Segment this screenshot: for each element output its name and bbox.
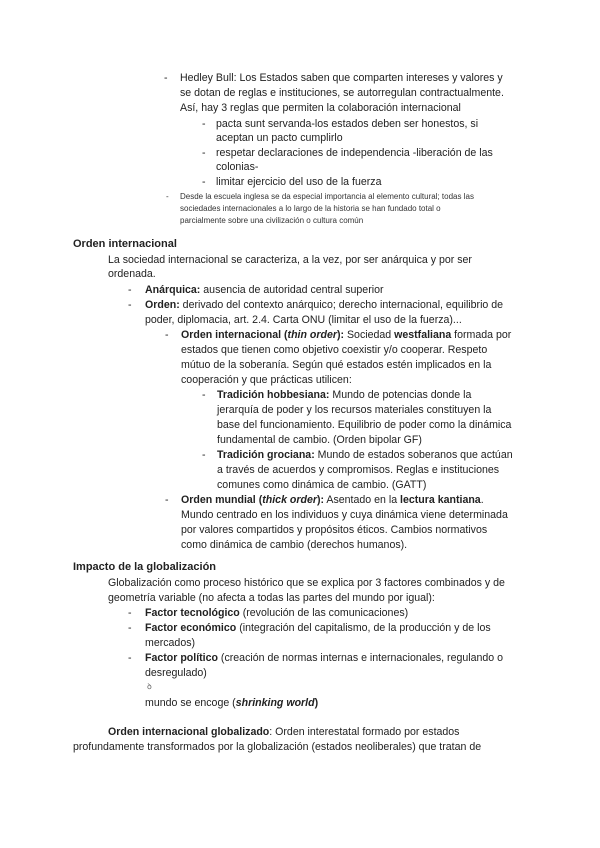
orden-intro-line-1: La sociedad internacional se caracteriza, a la vez, por ser anárquica y por ser	[108, 254, 472, 266]
oi-text: Sociedad	[344, 329, 395, 341]
om-text: Asentado en la	[324, 494, 401, 506]
oi-line-1: estados que tienen como objetivo coexistir y/o cooperar. Respeto	[181, 344, 488, 356]
arrow-icon: ꝺ	[147, 682, 152, 691]
oig-label: Orden internacional globalizado	[108, 726, 270, 738]
rule-2-line-2: colonias-	[216, 161, 259, 173]
list-dash: -	[164, 72, 168, 84]
factor-politico	[145, 651, 503, 666]
oi-label-em: thin order	[287, 329, 337, 341]
om-line-2: por valores compartidos y propósitos éticos. Cambios normativos	[181, 524, 488, 536]
anarquica-item	[145, 283, 384, 298]
oi-line-2: mútuo de la soberanía. Según qué estados estén implicados en la	[181, 359, 492, 371]
factor-economico-line-2: mercados)	[145, 637, 196, 649]
list-dash: -	[166, 192, 169, 201]
bull-line-1: Hedley Bull: Los Estados saben que comparten intereses y valores y	[180, 72, 503, 84]
list-dash: -	[202, 118, 206, 130]
factor-politico-line-2: desregulado)	[145, 667, 207, 679]
oi-label-end: ):	[336, 329, 345, 341]
bull-line-2: se dotan de reglas e instituciones, se autorregulan contractualmente.	[180, 87, 504, 99]
orden-line-2: poder, diplomacia, art. 2.4. Carta ONU (limitar el uso de la fuerza)...	[145, 314, 462, 326]
heading-impacto-globalizacion: Impacto de la globalización	[73, 561, 217, 573]
list-dash: -	[165, 329, 169, 341]
grocio-line-1: a través de acuerdos y compromisos. Reglas e instituciones	[217, 464, 500, 476]
factor-politico-label: Factor político	[145, 652, 218, 664]
rule-3-line-1: limitar ejercicio del uso de la fuerza	[216, 176, 382, 188]
factor-tecnologico-text: (revolución de las comunicaciones)	[239, 607, 409, 619]
list-dash: -	[202, 449, 206, 461]
orden-intro-line-2: ordenada.	[108, 268, 156, 280]
list-dash: -	[128, 607, 132, 619]
anarquica-text: ausencia de autoridad central superior	[200, 284, 384, 296]
hobbes-label: Tradición hobbesiana:	[217, 389, 330, 401]
list-dash: -	[202, 147, 206, 159]
list-dash: -	[128, 299, 132, 311]
list-dash: -	[165, 494, 169, 506]
hobbes-line-2: base del funcionamiento. Equilibrio de poder como la dinámica	[217, 419, 512, 431]
list-dash: -	[128, 652, 132, 664]
mundo-encoge	[145, 696, 318, 711]
factor-tecnologico	[145, 606, 408, 621]
factor-tecnologico-label: Factor tecnológico	[145, 607, 240, 619]
factor-economico	[145, 621, 491, 636]
mundo-em: shrinking world	[235, 697, 315, 709]
hobbes-text: Mundo de potencias donde la	[329, 389, 472, 401]
om-label: Orden mundial (	[181, 494, 263, 506]
mundo-text: mundo se encoge (	[145, 697, 236, 709]
escuela-line-3: parcialmente sobre una civilización o cultura común	[180, 216, 364, 225]
grocio-text: Mundo de estados soberanos que actúan	[314, 449, 513, 461]
grocio-label: Tradición grociana:	[217, 449, 315, 461]
anarquica-label: Anárquica:	[145, 284, 201, 296]
list-dash: -	[128, 622, 132, 634]
oig-line-2: profundamente transformados por la globalización (estados neoliberales) que tratan de	[73, 741, 482, 753]
hobbes-item	[217, 388, 471, 403]
orden-text: derivado del contexto anárquico; derecho internacional, equilibrio de	[179, 299, 504, 311]
list-dash: -	[202, 389, 206, 401]
glob-intro-line-2: geometría variable (no afecta a todas las partes del mundo por igual):	[108, 592, 435, 604]
oig-line-1	[108, 725, 459, 740]
orden-label: Orden:	[145, 299, 180, 311]
rule-2-line-1: respetar declaraciones de independencia -liberación de las	[216, 147, 493, 159]
om-line-1: Mundo centrado en los individuos y cuya dinámica viene determinada	[181, 509, 508, 521]
heading-orden-internacional: Orden internacional	[73, 238, 177, 250]
escuela-line-2: sociedades internacionales a lo largo de la historia se han fundado total o	[180, 204, 441, 213]
oig-text: : Orden interestatal formado por estados	[269, 726, 460, 738]
mundo-end: )	[314, 697, 319, 709]
om-label-end: ):	[316, 494, 325, 506]
rule-1-line-1: pacta sunt servanda-los estados deben ser honestos, si	[216, 118, 479, 130]
om-text-2: .	[480, 494, 484, 506]
om-bold: lectura kantiana	[400, 494, 481, 506]
oi-label: Orden internacional (	[181, 329, 288, 341]
oi-item	[181, 328, 511, 343]
om-item	[181, 493, 484, 508]
bull-line-3: Así, hay 3 reglas que permiten la colaboración internacional	[180, 102, 461, 114]
oi-line-3: cooperación y que prácticas utilicen:	[181, 374, 352, 386]
oi-bold: westfaliana	[394, 329, 452, 341]
escuela-line-1: Desde la escuela inglesa se da especial importancia al elemento cultural; todas las	[180, 192, 474, 201]
list-dash: -	[128, 284, 132, 296]
orden-item	[145, 298, 503, 313]
factor-politico-text: (creación de normas internas e internacionales, regulando o	[217, 652, 504, 664]
hobbes-line-1: jerarquía de poder y los recursos materiales constituyen la	[217, 404, 492, 416]
oi-text-2: formada por	[451, 329, 512, 341]
om-line-3: como dinámica de cambio (derechos humanos).	[181, 539, 408, 551]
glob-intro-line-1: Globalización como proceso histórico que se explica por 3 factores combinados y de	[108, 577, 505, 589]
om-label-em: thick order	[262, 494, 317, 506]
factor-economico-text: (integración del capitalismo, de la producción y de los	[236, 622, 491, 634]
grocio-line-2: comunes como dinámica de cambio. (GATT)	[217, 479, 427, 491]
hobbes-line-3: fundamental de cambio. (Orden bipolar GF)	[217, 434, 422, 446]
grocio-item	[217, 448, 513, 463]
rule-1-line-2: aceptan un pacto cumplirlo	[216, 132, 343, 144]
list-dash: -	[202, 176, 206, 188]
factor-economico-label: Factor económico	[145, 622, 237, 634]
